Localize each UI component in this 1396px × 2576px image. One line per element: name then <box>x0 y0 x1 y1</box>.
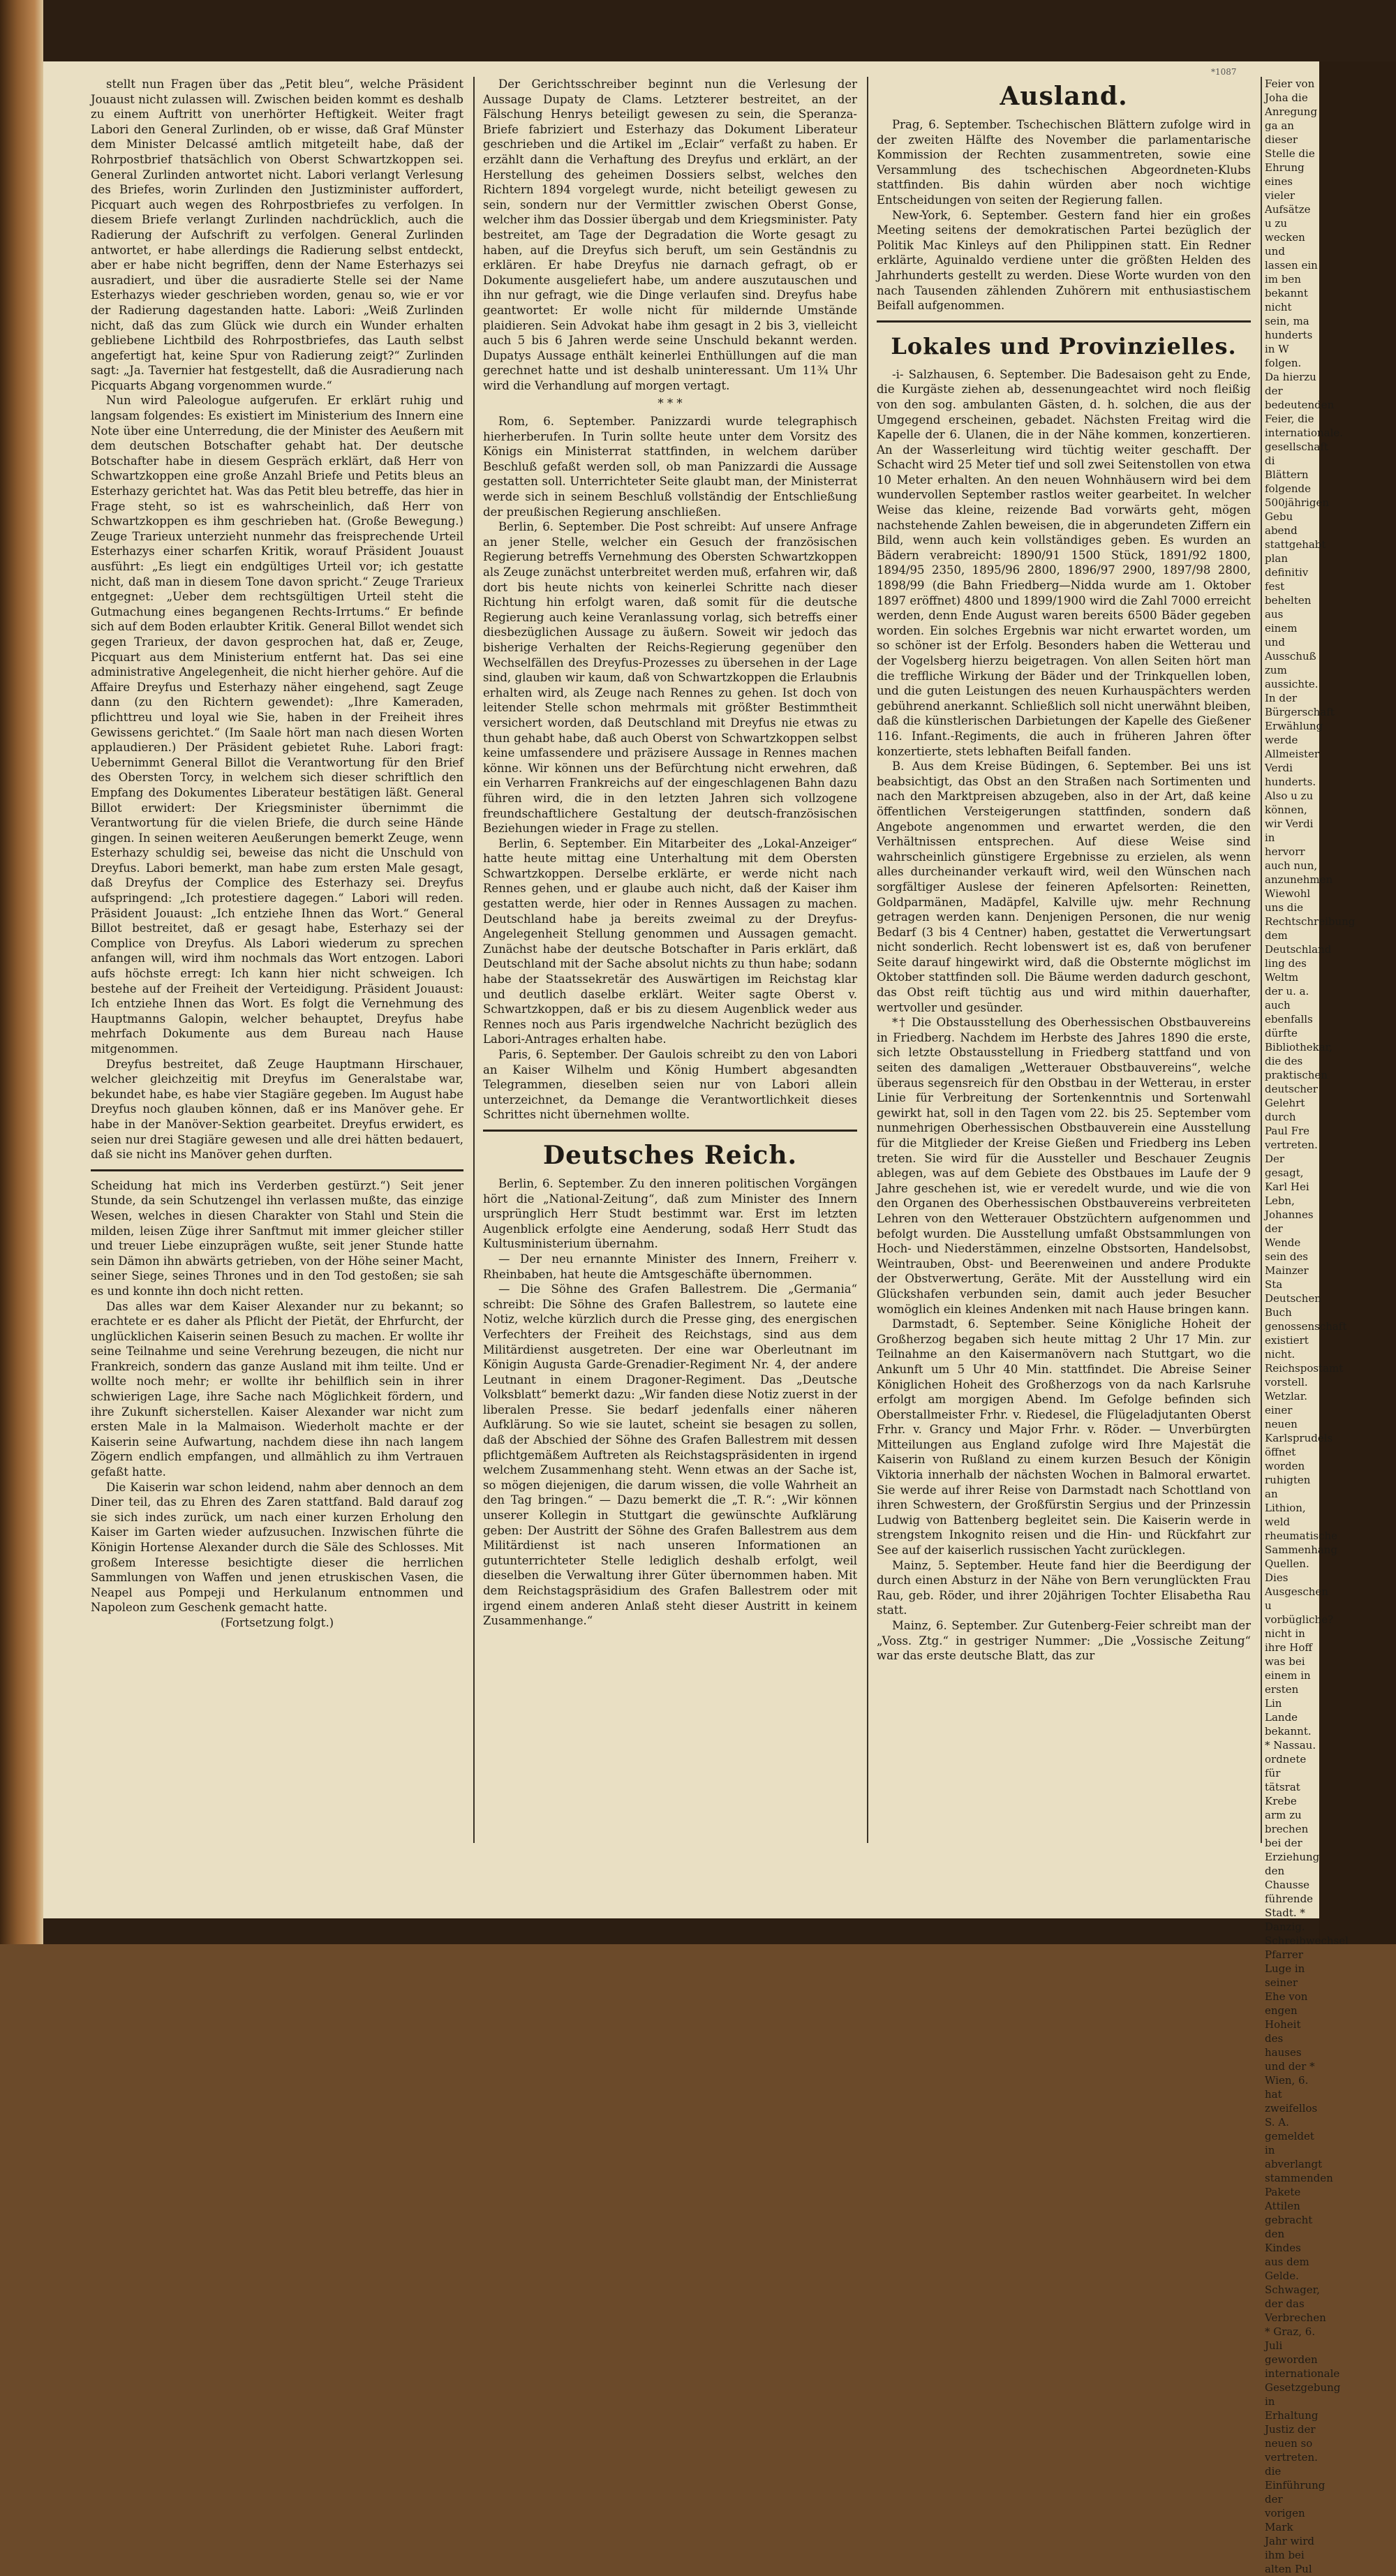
article-paragraph: Dreyfus bestreitet, daß Zeuge Hauptmann Hirschauer, welcher gleichzeitig mit Dreyfus im Generalstabe war, bekundet habe, es habe vier Stagiäre gegeben. Im August habe Dreyfus noch glauben können, daß er ins Manöver gehe. Er habe in der Manöver-Sektion gearbeitet. Dreyfus erwidert, es seien nur drei Stagiäre gewesen und alle drei hätten bedauert, daß sie nicht ins Manöver gehen durften. <box>91 1057 463 1162</box>
column-2 <box>483 77 857 1843</box>
separator-stars: * * * <box>658 397 683 410</box>
column-1 <box>91 77 463 1843</box>
section-rule <box>483 1130 857 1132</box>
continuation-note: (Fortsetzung folgt.) <box>220 1615 334 1629</box>
article-paragraph: -i- Salzhausen, 6. September. Die Badesaison geht zu Ende, die Kurgäste ziehen ab, dessenungeachtet wird noch fleißig von den sog. ambulanten Gästen, d. h. solchen, die aus der Umgegend erscheinen, gebadet. Nächsten Freitag wird die Kapelle der 6. Ulanen, die in der Nähe kommen, konzertieren. An der Wasserleitung wird tüchtig weiter geschafft. Der Schacht wird 25 Meter tief und soll zwei Seitenstollen von etwa 10 Meter erhalten. An den neuen Wohnhäusern wird bei dem wundervollen September rastlos weiter gearbeitet. In welcher Weise das kleine, reizende Bad vorwärts geht, mögen nachstehende Zahlen beweisen, die in abgerundeten Ziffern ein Bild, wenn auch kein vollständiges geben. Es wurden an Bädern verabreicht: 1890/91 1500 Stück, 1891/92 1800, 1894/95 2350, 1895/96 2800, 1896/97 2900, 1897/98 2800, 1898/99 (die Bahn Friedberg—Nidda wurde am 1. Oktober 1897 eröffnet) 4800 und 1899/1900 wird die Zahl 7000 erreicht werden, denn Ende August waren bereits 6500 Bäder gegeben worden. Ein solches Ergebnis war nicht erwartet worden, um so schöner ist der Erfolg. Besonders haben die Wetterau und der Vogelsberg hierzu beigetragen. Von allen Seiten hört man die treffliche Wirkung der Bäder und der Trinkquellen loben, und die guten Leistungen des neuen Kurhauspächters werden gebührend anerkannt. Schließlich soll nicht unerwähnt bleiben, daß die künstlerischen Darbietungen der Kapelle des Gießener 116. Infant.-Regiments, die auch in früheren Jahren öfter konzertierte, stets lebhaften Beifall fanden. <box>877 367 1251 758</box>
article-paragraph: Der Gerichtsschreiber beginnt nun die Verlesung der Aussage Dupaty de Clams. Letzterer bestreitet, an der Fälschung Henrys beteiligt gewesen zu sein, die Speranza-Briefe fabriziert und Esterhazy das Dokument Liberateur geschrieben und die Artikel im „Eclair“ verfaßt zu haben. Er erzählt dann die Verhaftung des Dreyfus und erklärt, an der Herstellung des geheimen Dossiers selbst, welches den Richtern 1894 vorgelegt wurde, nicht beteiligt gewesen zu sein, sondern nur der Vermittler zwischen Oberst Gonse, welcher ihm das Dossier übergab und dem Kriegsminister. Paty bestreitet, am Tage der Degradation die Worte gesagt zu haben, auf die Dreyfus sich beruft, um sein Geständnis zu erklären. Er habe Dreyfus nie darnach gefragt, ob er Dokumente ausgeliefert habe, um andere auszutauschen und ihn nur gefragt, wie die Dinge verlaufen sind. Dreyfus habe geantwortet: Er wolle nicht für mildernde Umstände plaidieren. Sein Advokat habe ihm gesagt in 2 bis 3, vielleicht auch 5 bis 6 Jahren werde seine Unschuld bekannt werden. Dupatys Aussage enthält keinerlei Enthüllungen auf die man gerechnet hatte und ist deshalb uninteressant. Um 11¾ Uhr wird die Verhandlung auf morgen vertagt. <box>483 77 857 392</box>
section-rule <box>877 320 1251 323</box>
section-heading-deutsches-reich: Deutsches Reich. <box>542 1140 798 1170</box>
adjacent-page-text: Feier von Joha die Anregung ga an dieser Stelle die Ehrung eines vieler Aufsätze u zu wecken und lassen ein im ben bekannt nicht sein, ma hunderts in W folgen. Da hierzu der bedeutenden Feier, die internationale. gesellschaft di Blättern folgende 500jährigen Gebu abend stattgehabt plan definitiv fest behelten aus einem und Ausschuß zum aussichte. In der Bürgerschaft Erwählung werde Allmeister Verdi hunderts. Also u zu können, wir Verdi in hervorr auch nun, anzunehmen Wiewohl uns die Rechtschreibung dem Deutschland ling des Weltm der u. a. auch ebenfalls dürfte Bibliothekar, die des praktischen deutscher Gelehrt durch Paul Fre vertreten. Der gesagt, Karl Hei Lebn, Johannes der Wende sein des Mainzer Sta Deutschen Buch genossenschaft existiert nicht. Reichspostamt vorstell. Wetzlar. einer neuen Karlsprudels öffnet worden ruhigten an Lithion, weld rheumatische Sammenhang Quellen. Dies Ausgeschen u vorbügliche? nicht in ihre Hoff was bei einem in ersten Lin Lande bekannt. * Nassau. ordnete für tätsrat Krebe arm zu brechen bei der Erziehung den Chausse führende Stadt. * Danzig. Schreibwechsel Pfarrer Luge in seiner Ehe von engen Hoheit des hauses und der * Wien, 6. hat zweifellos S. A. gemeldet in abverlangt stammenden Pakete Attilen gebracht den Kindes aus dem Gelde. Schwager, der das Verbrechen * Graz, 6. Juli geworden internationale Gesetzgebung in Erhaltung Justiz der neuen so vertreten. die Einführung der vorigen Mark Jahr wird ihm bei alten Pul <box>1265 77 1356 2575</box>
section-heading-lokales: Lokales und Provinzielles. <box>891 332 1237 360</box>
section-heading-ausland: Ausland. <box>1000 82 1128 111</box>
scan-top-border <box>43 0 1396 61</box>
column-3 <box>877 77 1251 1843</box>
article-paragraph: Prag, 6. September. Tschechischen Blättern zufolge wird in der zweiten Hälfte des November die parlamentarische Kommission der Rechten zusammentreten, sowie eine Versammlung des tschechischen Abgeordneten-Klubs stattfinden. Bis dahin würden aber noch wichtige Entscheidungen von seiten der Regierung fallen. <box>877 118 1251 207</box>
article-paragraph: Darmstadt, 6. September. Seine Königliche Hoheit der Großherzog begaben sich heute mittag 2 Uhr 17 Min. zur Teilnahme an den Kaisermanövern nach Stuttgart, wo die Ankunft um 5 Uhr 40 Min. stattfindet. Die Abreise Seiner Königlichen Hoheit des Großherzogs von da nach Karlsruhe erfolgt am morgigen Abend. Im Gefolge befinden sich Oberstallmeister Frhr. v. Riedesel, die Flügeladjutanten Oberst Frhr. v. Grancy und Major Frhr. v. Röder. — Unverbürgten Mitteilungen aus England zufolge wird Ihre Majestät die Kaiserin von Rußland zu einem kurzen Besuch der Königin Viktoria innerhalb der nächsten Wochen in Balmoral erwartet. Sie werde auf ihrer Reise von Darmstadt nach Schottland von ihren Schwestern, der Großfürstin Sergius und der Prinzessin Ludwig von Battenberg begleitet sein. Die Kaiserin werde in strengstem Inkognito reisen und die Hin- und Rückfahrt zur See auf der kaiserlich russischen Yacht zurücklegen. <box>877 1317 1251 1557</box>
article-paragraph: Rom, 6. September. Panizzardi wurde telegraphisch hierherberufen. In Turin sollte heute unter dem Vorsitz des Königs ein Ministerrat stattfinden, in welchem darüber Beschluß gefaßt werden soll, ob man Panizzardi die Aussage gestatten soll. Unterrichteter Seite glaubt man, der Ministerrat werde sich in seinem Beschluß vollständig der Entschließung der preußischen Regierung anschließen. <box>483 415 857 519</box>
feuilleton-paragraph: Das alles war dem Kaiser Alexander nur zu bekannt; so erachtete er es daher als Pflicht der Pietät, der Ehrfurcht, der unglücklichen Kaiserin seinen Besuch zu machen. Er wollte ihr seine Teilnahme und seine Verehrung bezeugen, die nicht nur Frankreich, sondern das ganze Ausland mit ihm teilte. Und er wollte noch mehr; er wollte ihr behilflich sein in ihrer schwierigen Lage, ihre Sache nach Möglichkeit fördern, und ihre Zukunft sicherstellen. Kaiser Alexander war nicht zum ersten Male in la Malmaison. Wiederholt machte er der Kaiserin seine Aufwartung, nachdem diese ihn nach langem Zögern endlich empfangen, und allmählich zu ihm Vertrauen gefaßt hatte. <box>91 1299 463 1479</box>
column-4-partial <box>1354 77 1382 1843</box>
column-divider <box>1261 77 1262 1843</box>
article-paragraph: — Der neu ernannte Minister des Innern, Freiherr v. Rheinbaben, hat heute die Amtsgeschäfte übernommen. <box>483 1252 857 1281</box>
section-rule <box>91 1169 463 1171</box>
article-paragraph: Paris, 6. September. Der Gaulois schreibt zu den von Labori an Kaiser Wilhelm und König Humbert abgesandten Telegrammen, dieselben seien nur von Labori allein unterzeichnet, da Demange die Verantwortlichkeit dieses Schrittes nicht übernehmen wollte. <box>483 1048 857 1122</box>
article-paragraph: Mainz, 5. September. Heute fand hier die Beerdigung der durch einen Absturz in der Nähe von Bern verunglückten Frau Rau, geb. Röder, und ihrer 20jährigen Tochter Elisabetha Rau statt. <box>877 1558 1251 1618</box>
scan-bottom-border <box>43 1918 1319 1944</box>
article-paragraph: Berlin, 6. September. Zu den inneren politischen Vorgängen hört die „National-Zeitung“, daß zum Minister des Innern ursprünglich Herr Studt bestimmt war. Erst im letzten Augenblick erfolgte eine Aenderung, sodaß Herr Studt das Kultusministerium übernahm. <box>483 1176 857 1251</box>
article-paragraph: Berlin, 6. September. Ein Mitarbeiter des „Lokal-Anzeiger“ hatte heute mittag eine Unterhaltung mit dem Obersten Schwartzkoppen. Derselbe erklärte, er werde nicht nach Rennes gehen, und er glaube auch nicht, daß der Kaiser ihm gestatten werde, hier oder in Rennes Aussagen zu machen. Deutschland habe ja bereits zweimal zu der Dreyfus-Angelegenheit Stellung genommen und Aussagen gemacht. Zunächst habe der deutsche Botschafter in Paris erklärt, daß Deutschland mit der Sache absolut nichts zu thun habe; sodann habe der Staatssekretär des Auswärtigen im Reichstag klar und deutlich daselbe erklärt. Weiter sagte Oberst v. Schwartzkoppen, daß er bis zu diesem Augenblick weder aus Rennes noch aus Paris irgendwelche Nachricht bezüglich des Labori-Antrages erhalten habe. <box>483 836 857 1046</box>
book-binding <box>0 0 43 1944</box>
feuilleton-paragraph: Scheidung hat mich ins Verderben gestürzt.“) Seit jener Stunde, da sein Schutzengel ihn verlassen mußte, das einzige Wesen, welches in diesen Charakter von Stahl und Stein die milden, leisen Züge ihrer Sanftmut mit immer gleicher stiller und treuer Liebe einzuprägen wußte, seit jener Stunde hatte sein Dämon ihn abwärts getrieben, von der Höhe seiner Macht, seiner Siege, seines Thrones und in den Tod gestoßen; sie sah es und konnte ihn doch nicht retten. <box>91 1178 463 1298</box>
column-divider <box>473 77 475 1843</box>
article-paragraph: New-York, 6. September. Gestern fand hier ein großes Meeting seitens der demokratischen Partei bezüglich der Politik Mac Kinleys auf den Philippinen statt. Ein Redner erklärte, Aguinaldo verdiene unter die größten Helden des Jahrhunderts gestellt zu werden. Diese Worte wurden von den nach Tausenden zählenden Zuhörern mit enthusiastischem Beifall aufgenommen. <box>877 208 1251 313</box>
article-paragraph: Mainz, 6. September. Zur Gutenberg-Feier schreibt man der „Voss. Ztg.“ in gestriger Nummer: „Die „Vossische Zeitung“ war das erste deutsche Blatt, das zur <box>877 1619 1251 1663</box>
adjacent-page-column <box>1265 77 1356 2575</box>
column-divider <box>867 77 868 1843</box>
article-paragraph: B. Aus dem Kreise Büdingen, 6. September. Bei uns ist beabsichtigt, das Obst an den Straßen nach Sortimenten und nach den Marktpreisen abzugeben, also in der Art, daß keine öffentlichen Versteigerungen stattfinden, sondern daß Angebote angenommen und erwartet werden, die den Verhältnissen entsprechen. Auf diese Weise sind wahrscheinlich günstigere Ergebnisse zu erzielen, als wenn alles durcheinander verkauft wird, weil den Wünschen nach sorgfältiger Auslese der feineren Apfelsorten: Reinetten, Goldparmänen, Madäpfel, Kalville ujw. mehr Rechnung getragen werden kann. Denjenigen Personen, die nur wenig Bedarf (3 bis 4 Centner) haben, gestattet die Verwertungsart nicht sonderlich. Recht lobenswert ist es, daß von berufener Seite darauf hingewirkt wird, daß die Obsternte möglichst im Oktober stattfinden soll. Die Bäume werden dadurch geschont, das Obst reift tüchtig aus und wird mithin dauerhafter, wertvoller und gesünder. <box>877 760 1251 1014</box>
page-number: *1087 <box>1211 67 1237 77</box>
article-paragraph: *† Die Obstausstellung des Oberhessischen Obstbauvereins in Friedberg. Nachdem im Herbste des Jahres 1890 die erste, sich letzte Obstausstellung in Friedberg stattfand und von seiten des damaligen „Wetterauer Obstbauvereins“, welche überaus segensreich für den Obstbau in der Wetterau, in erster Linie für Verbreitung der Sortenkenntnis und Sortenwahl gewirkt hat, soll in den Tagen vom 22. bis 25. September vom nunmehrigen Oberhessischen Obstbauverein eine Ausstellung für die Mitglieder der Kreise Gießen und Friedberg ins Leben treten. Sie wird für die Aussteller und Beschauer Zeugnis ablegen, was auf dem Gebiete des Obstbaues im Laufe der 9 Jahre geschehen ist, wie er veredelt wurde, und wie die von den Organen des Oberhessischen Obstbauvereins verbreiteten Lehren von den Wetterauer Obstzüchtern aufgenommen und befolgt wurden. Die Ausstellung umfaßt Obstsammlungen von Hoch- und Niederstämmen, einzelne Obstsorten, Handelsobst, Weintrauben, Obst- und Beerenweinen und andere Produkte der Obstverwertung, Geräte. Mit der Ausstellung wird ein Glückshafen verbunden sein, damit auch jeder Besucher womöglich ein kleines Andenken mit nach Hause bringen kann. <box>877 1016 1251 1316</box>
article-paragraph: Nun wird Paleologue aufgerufen. Er erklärt ruhig und langsam folgendes: Es existiert im Ministerium des Innern eine Note über eine Unterredung, die der Minister des Aeußern mit dem deutschen Botschafter gehabt hat. Der deutsche Botschafter habe in diesem Gespräch erklärt, daß Herr von Schwartzkoppen eine große Anzahl Briefe und Petits bleus an Esterhazy gerichtet hat. Was das Petit bleu betreffe, das hier in Frage steht, so ist es wahrscheinlich, daß Herr von Schwartzkoppen es ihm geschrieben hat. (Große Bewegung.) Zeuge Trarieux unterzieht nunmehr das freisprechende Urteil Esterhazys einer scharfen Kritik, worauf Präsident Jouaust ausführt: „Es liegt ein endgültiges Urteil vor; ich gestatte nicht, daß man in diesem Tone davon spricht.“ Zeuge Trarieux entgegnet: „Ueber dem rechtsgültigen Urteil steht die Gutmachung eines begangenen Rechts-Irrtums.“ Er befinde sich auf dem Boden erlaubter Kritik. General Billot wendet sich gegen Trarieux, der davon gesprochen hat, daß er, Zeuge, Picquart aus dem Ministerium entfernt hat. Das sei eine administrative Angelegenheit, die nicht hierher gehöre. Auf die Affaire Dreyfus und Esterhazy näher eingehend, sagt Zeuge dann (zu den Richtern gewendet): „Ihre Kameraden, pflichttreu und loyal wie Sie, haben in der Freiheit ihres Gewissens gerichtet.“ (Im Saale hört man nach diesen Worten applaudieren.) Der Präsident gebietet Ruhe. Labori fragt: Uebernimmt General Billot die Verantwortung für den Brief des Obersten Torcy, in welchem sich dieser schriftlich den Empfang des Dokumentes Liberateur bestätigen läßt. General Billot erwidert: Der Kriegsminister übernimmt die Verantwortung für die vielen Briefe, die durch seine Hände gingen. In seinen weiteren Aeußerungen bemerkt Zeuge, wenn Esterhazy schuldig sei, beweise das nicht die Unschuld von Dreyfus. Labori bemerkt, man habe zum ersten Male gesagt, daß Dreyfus der Complice des Esterhazy sei. Dreyfus aufspringend: „Ich protestiere dagegen.“ Labori will reden. Präsident Jouaust: „Ich entziehe Ihnen das Wort.“ General Billot bestreitet, daß er gesagt habe, Esterhazy sei der Complice von Dreyfus. Als Labori wiederum zu sprechen anfangen will, wird ihm nochmals das Wort entzogen. Labori aufs höchste erregt: Ich kann hier nicht schweigen. Ich bestehe auf der Freiheit der Verteidigung. Präsident Jouaust: Ich entziehe Ihnen das Wort. Es folgt die Vernehmung des Hauptmanns Galopin, welcher behauptet, Dreyfus habe mehrfach Dokumente aus dem Bureau nach Hause mitgenommen. <box>91 394 463 1056</box>
feuilleton-paragraph: Die Kaiserin war schon leidend, nahm aber dennoch an dem Diner teil, das zu Ehren des Zaren stattfand. Bald darauf zog sie sich indes zurück, um nach einer kurzen Erholung den Kaiser im Garten wieder aufzusuchen. Inzwischen führte die Königin Hortense Alexander durch die Säle des Schlosses. Mit großem Interesse besichtigte dieser die herrlichen Sammlungen von Waffen und jenen etruskischen Vasen, die Neapel aus Pompeji und Herkulanum entnommen und Napoleon zum Geschenk gemacht hatte. <box>91 1480 463 1615</box>
article-paragraph: stellt nun Fragen über das „Petit bleu“, welche Präsident Jouaust nicht zulassen will. Zwischen beiden kommt es deshalb zu einem Auftritt von unerhörter Heftigkeit. Weiter fragt Labori den General Zurlinden, ob er wisse, daß Graf Münster dem Minister Delcassé amtlich mitgeteilt habe, daß der Rohrpostbrief thatsächlich von Oberst Schwartzkoppen sei. General Zurlinden antwortet nicht. Labori verlangt Verlesung des Briefes, worin Zurlinden den Justizminister auffordert, Picquart auch wegen des Rohrpostbriefes zu verfolgen. In diesem Briefe verlangt Zurlinden nachdrücklich, auch die Radierung der Aufschrift zu verfolgen. General Zurlinden antwortet, er habe allerdings die Radierung selbst entdeckt, aber er habe nicht begriffen, denn der Name Esterhazys sei ausradiert, und über die ausradierte Stelle sei der Name Esterhazys wieder geschrieben worden, genau so, wie er vor der Radierung dagestanden hatte. Labori: „Weiß Zurlinden nicht, daß das zum Glück wie durch ein Wunder erhalten gebliebene Lichtbild des Rohrpostbriefes, das Lauth selbst angefertigt hat, keine Spur von Radierung zeigt?“ Zurlinden sagt: „Ja. Tavernier hat festgestellt, daß die Ausradierung nach Picquarts Abgang vorgenommen wurde.“ <box>91 77 463 392</box>
article-paragraph: Berlin, 6. September. Die Post schreibt: Auf unsere Anfrage an jener Stelle, welcher ein Gesuch der französischen Regierung betreffs Vernehmung des Obersten Schwartzkoppen als Zeuge zunächst unterbreitet werden muß, erfahren wir, daß dort bis heute nichts von keinerlei Schritte nach dieser Richtung hin erfolgt waren, daß somit für die deutsche Regierung auch keine Veranlassung vorlag, sich betreffs einer diesbezüglichen Aussage zu äußern. Soweit wir jedoch das bisherige Verhalten der Reichs-Regierung gegenüber den Wechselfällen des Dreyfus-Prozesses zu übersehen in der Lage sind, glauben wir kaum, daß von Schwartzkoppen die Erlaubnis erhalten wird, als Zeuge nach Rennes zu gehen. Ist doch von leitender Stelle schon mehrmals mit größter Bestimmtheit versichert worden, daß Deutschland mit Dreyfus nie etwas zu thun gehabt habe, daß auch Oberst von Schwartzkoppen selbst keine umfassendere und präzisere Aussage in Rennes machen könne. Wir können uns der Befürchtung nicht erwehren, daß ein Verharren Frankreichs auf der eingeschlagenen Bahn dazu führen wird, die in den letzten Jahren sich vollzogene freundschaftlichere Gestaltung der deutsch-französischen Beziehungen wieder in Frage zu stellen. <box>483 520 857 836</box>
article-paragraph: — Die Söhne des Grafen Ballestrem. Die „Germania“ schreibt: Die Söhne des Grafen Ballestrem, so lautete eine Notiz, welche kürzlich durch die Presse ging, des energischen Verfechters der Freiheit des Reichstags, sind aus dem Militärdienst ausgetreten. Der eine war Oberleutnant im Königin Augusta Garde-Grenadier-Regiment Nr. 4, der andere Leutnant in einem Dragoner-Regiment. Das „Deutsche Volksblatt“ bemerkt dazu: „Wir fanden diese Notiz zuerst in der liberalen Presse. Sie bedarf jedenfalls einer näheren Aufklärung. So wie sie lautet, scheint sie besagen zu sollen, daß der Abschied der Söhne des Grafen Ballestrem mit dessen pflichtgemäßem Auftreten als Reichstagspräsidenten in irgend welchem Zusammenhang steht. Wenn etwas an der Sache ist, so mögen diejenigen, die darum wissen, die volle Wahrheit an den Tag bringen.“ — Dazu bemerkt die „T. R.“: „Wir können unserer Kollegin in Stuttgart die gewünschte Aufklärung geben: Der Austritt der Söhne des Grafen Ballestrem aus dem Militärdienst ist nach unseren Informationen an gutunterrichteter Stelle lediglich deshalb erfolgt, weil dieselben die Verwaltung ihrer Güter übernommen haben. Mit dem Reichstagspräsidium des Grafen Ballestrem oder mit irgend einem anderen Anlaß steht dieser Austritt in keinem Zusammenhange.“ <box>483 1282 857 1628</box>
